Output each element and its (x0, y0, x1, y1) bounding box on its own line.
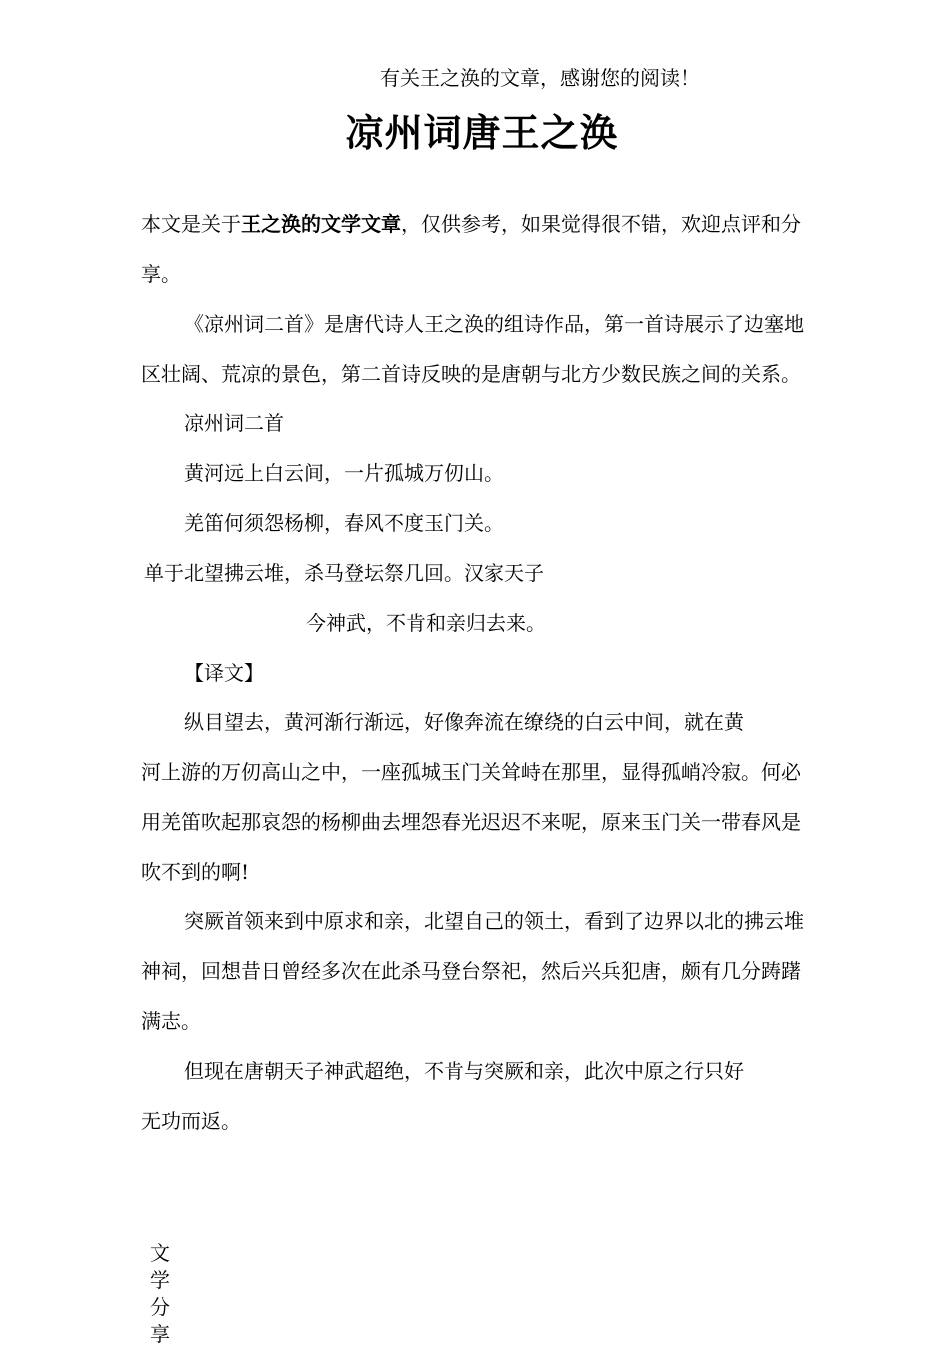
desc-line-1: 《凉州词二首》是唐代诗人王之涣的组诗作品，第一首诗展示了边塞地 (184, 312, 804, 336)
translation-para2-line: 突厥首领来到中原求和亲，北望自己的领土，看到了边界以北的拂云堆 (184, 909, 804, 933)
poem-line-3: 单于北望拂云堆，杀马登坛祭几回。汉家天子 (144, 561, 544, 585)
page-header: 有关王之涣的文章，感谢您的阅读！ (380, 66, 700, 90)
translation-para1-line: 吹不到的啊! (141, 860, 250, 884)
translation-para1-line: 河上游的万仞高山之中，一座孤城玉门关耸峙在那里，显得孤峭冷寂。何必 (141, 760, 801, 784)
poem-title: 凉州词二首 (184, 411, 284, 435)
page-title: 凉州词唐王之涣 (345, 111, 619, 155)
intro-pre: 本文是关于 (141, 212, 241, 236)
vertical-footer-label: 文学分享 (150, 1241, 170, 1346)
intro-bold: 王之涣的文学文章 (241, 212, 401, 236)
translation-para2-line: 神祠，回想昔日曾经多次在此杀马登台祭祀，然后兴兵犯唐，颇有几分踌躇 (141, 959, 801, 983)
intro-line-2: 享。 (141, 262, 181, 286)
translation-heading: 【译文】 (184, 661, 264, 685)
intro-post: ，仅供参考，如果觉得很不错，欢迎点评和分 (401, 212, 801, 236)
intro-line-1 (141, 212, 801, 236)
translation-para3-line: 但现在唐朝天子神武超绝，不肯与突厥和亲，此次中原之行只好 (184, 1059, 744, 1083)
translation-para3-line: 无功而返。 (141, 1109, 241, 1133)
desc-line-2: 区壮阔、荒凉的景色，第二首诗反映的是唐朝与北方少数民族之间的关系。 (141, 362, 801, 386)
translation-para1-line: 纵目望去，黄河渐行渐远，好像奔流在缭绕的白云中间，就在黄 (184, 710, 744, 734)
poem-line-4: 今神武，不肯和亲归去来。 (306, 611, 546, 635)
translation-para1-line: 用羌笛吹起那哀怨的杨柳曲去埋怨春光迟迟不来呢，原来玉门关一带春风是 (141, 810, 801, 834)
poem-line-1: 黄河远上白云间，一片孤城万仞山。 (184, 461, 504, 485)
poem-line-2: 羌笛何须怨杨柳，春风不度玉门关。 (184, 511, 504, 535)
translation-para2-line: 满志。 (141, 1009, 201, 1033)
